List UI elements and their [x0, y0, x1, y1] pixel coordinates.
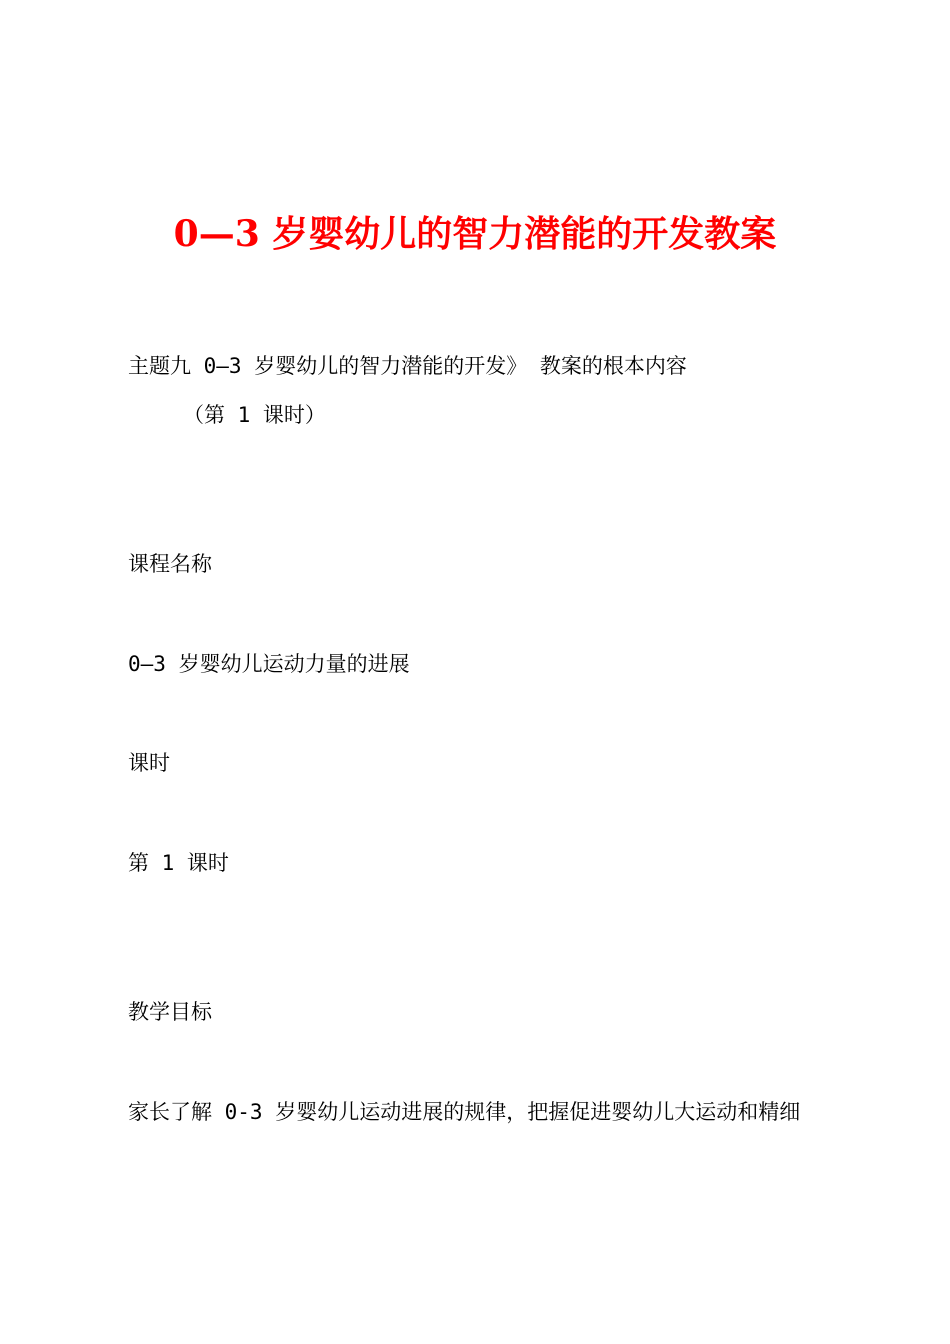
course-name-label: 课程名称	[128, 552, 212, 576]
teaching-goals-label: 教学目标	[128, 1000, 212, 1024]
course-name-value: 0—3 岁婴幼儿运动力量的进展	[128, 652, 410, 676]
lesson-number-note: （第 1 课时）	[183, 403, 326, 427]
document-title: 0—3 岁婴幼儿的智力潜能的开发教案	[173, 213, 777, 255]
lesson-period-value: 第 1 课时	[128, 851, 229, 875]
teaching-goals-text: 家长了解 0-3 岁婴幼儿运动进展的规律，把握促进婴幼儿大运动和精细	[128, 1100, 801, 1124]
theme-heading: 主题九 0—3 岁婴幼儿的智力潜能的开发》 教案的根本内容	[128, 354, 687, 378]
lesson-period-label: 课时	[128, 751, 170, 775]
